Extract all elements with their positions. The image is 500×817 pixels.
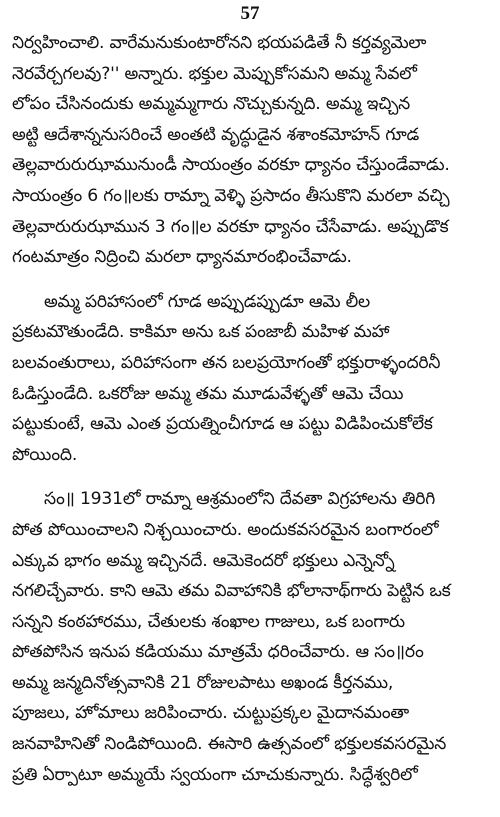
- text-line: పోయింది.: [12, 444, 78, 465]
- text-line: పూజలు, హోమాలు జరిపించారు. చుట్టుప్రక్కల మైదానమంతా: [12, 703, 409, 724]
- text-line: తెల్లవారురుఝామున 3 గం॥ల వరకూ ధ్యానం చేసేవాడు. అప్పుడొక: [12, 216, 449, 237]
- paragraph-2: [12, 287, 488, 471]
- text-line: సాయంత్రం 6 గం॥లకు రామ్నా వెళ్ళి ప్రసాదం తీసుకొని మరలా వచ్చి: [12, 185, 450, 206]
- text-line: బలవంతురాలు, పరిహాసంగా తన బలప్రయోగంతో భక్తురాళ్ళందరినీ: [12, 352, 441, 373]
- text-line: సన్నని కంఠహారము, చేతులకు శంఖాల గాజులు, ఒక బంగారు: [12, 611, 405, 632]
- text-line: తెల్లవారురుఝామునుండీ సాయంత్రం వరకూ ధ్యానం చేస్తుండేవాడు.: [12, 155, 450, 176]
- text-line: పోతపోసిన ఇనుప కడియము మాత్రమే ధరించేవారు. ఆ సం॥రం: [12, 642, 424, 663]
- paragraph-3: [12, 484, 488, 790]
- text-line: సం॥ 1931లో రామ్నా ఆశ్రమంలోని దేవతా విగ్రహాలను తిరిగి: [44, 489, 436, 510]
- paragraph-gap: [12, 273, 488, 287]
- text-line: నెరవేర్చగలవు?'' అన్నారు. భక్తుల మెప్పుకోసమని అమ్మ సేవలో: [12, 63, 417, 84]
- text-line: అమ్మ పరిహాసంలో గూడ అప్పుడప్పుడూ ఆమె లీల: [44, 291, 370, 312]
- text-line: లోపం చేసినందుకు అమ్మమ్మగారు నొచ్చుకున్నది. అమ్మ ఇచ్చిన: [12, 94, 411, 115]
- text-line: అట్టి ఆదేశాన్ననుసరించే అంతటి వృద్ధుడైన శశాంకమోహన్ గూడ: [12, 124, 420, 145]
- text-line: ప్రతి ఏర్పాటూ అమ్మయే స్వయంగా చూచుకున్నారు. సిద్ధేశ్వరిలో: [12, 764, 418, 785]
- text-line: పోత పోయించాలని నిశ్చయించారు. అందుకవసరమైన బంగారంలో: [12, 519, 439, 540]
- text-line: అమ్మ జన్మదినోత్సవానికి 21 రోజులపాటు అఖండ కీర్తనము,: [12, 672, 394, 693]
- text-line: ఎక్కువ భాగం అమ్మ ఇచ్చినదే. ఆమెకెందరో భక్తులు ఎన్నెన్నో: [12, 550, 395, 571]
- text-line: ఓడిస్తుండేది. ఒకరోజు అమ్మ తమ మూడువేళ్ళతో ఆమె చేయి: [12, 383, 404, 404]
- text-line: జనవాహినితో నిండిపోయింది. ఈసారి ఉత్సవంలో భక్తులకవసరమైన: [12, 734, 447, 755]
- text-line: ప్రకటమౌతుండేది. కాకిమా అను ఒక పంజాబీ మహిళ మహా: [12, 322, 390, 343]
- paragraph-1: [12, 28, 488, 273]
- text-line: గంటమాత్రం నిద్రించి మరలా ధ్యానమారంభించేవాడు.: [12, 247, 352, 268]
- text-line: నిర్వహించాలి. వారేమనుకుంటారోనని భయపడితే నీ కర్తవ్యమెలా: [12, 33, 427, 53]
- paragraph-gap: [12, 470, 488, 484]
- text-line: నగలిచ్చేవారు. కాని ఆమె తమ వివాహానికి భోలానాథ్‌గారు పెట్టిన ఒక: [12, 581, 451, 602]
- text-line: పట్టుకుంటే, ఆమె ఎంత ప్రయత్నించీగూడ ఆ పట్టు విడిపించుకోలేక: [12, 414, 433, 435]
- page-number: 57: [240, 3, 260, 24]
